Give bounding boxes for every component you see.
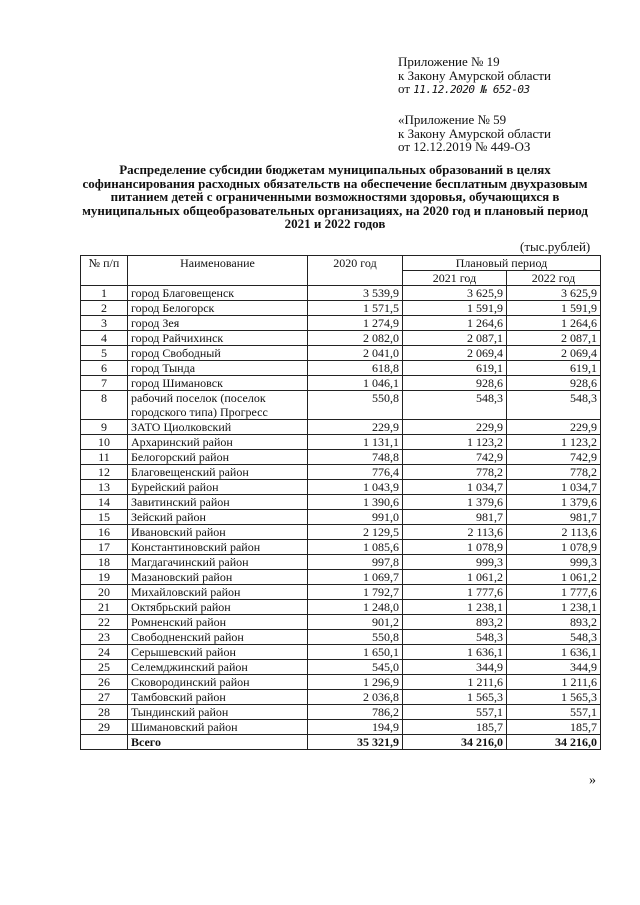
- document-title: Распределение субсидии бюджетам муниципальных образований в целях софинансирования расходных обязательств на обеспечение бесплатным двухразовым питанием детей с ограниченными возможностями здоровья, обучающихся в муниципальных общеобразовательных организациях, на 2020 год и плановый период 2021 и 2022 годов: [82, 162, 588, 232]
- municipality-name: Всего: [128, 735, 308, 750]
- table-row: [81, 391, 601, 420]
- value-2022: 1 264,6: [507, 316, 601, 331]
- value-2020: 991,0: [308, 510, 403, 525]
- row-number: 19: [81, 570, 128, 585]
- row-number: 26: [81, 675, 128, 690]
- value-2021: 1 565,3: [403, 690, 507, 705]
- row-number: 28: [81, 705, 128, 720]
- appendix-line: к Закону Амурской области: [398, 67, 551, 83]
- value-2022: 2 113,6: [507, 525, 601, 540]
- appendix-line: к Закону Амурской области: [398, 125, 551, 141]
- value-2022: 619,1: [507, 361, 601, 376]
- table-row: [81, 540, 601, 555]
- value-2022: 1 078,9: [507, 540, 601, 555]
- municipality-name: Сковородинский район: [128, 675, 308, 690]
- municipality-name: город Благовещенск: [128, 286, 308, 301]
- value-2022: 344,9: [507, 660, 601, 675]
- value-2021: 3 625,9: [403, 286, 507, 301]
- table-row: [81, 480, 601, 495]
- value-2020: 229,9: [308, 420, 403, 435]
- row-number: 4: [81, 331, 128, 346]
- table-row: [81, 615, 601, 630]
- row-number: 22: [81, 615, 128, 630]
- table-row: [81, 495, 601, 510]
- value-2021: 1 123,2: [403, 435, 507, 450]
- table-header-row: [81, 256, 601, 271]
- municipality-name: город Шимановск: [128, 376, 308, 391]
- value-2021: 778,2: [403, 465, 507, 480]
- row-number: 24: [81, 645, 128, 660]
- table-row: [81, 690, 601, 705]
- date-prefix: от: [398, 81, 414, 96]
- value-2021: 1 777,6: [403, 585, 507, 600]
- value-2021: 999,3: [403, 555, 507, 570]
- value-2020: 545,0: [308, 660, 403, 675]
- row-number: 20: [81, 585, 128, 600]
- appendix-line: от 12.12.2019 № 449-ОЗ: [398, 139, 531, 154]
- value-2020: 1 248,0: [308, 600, 403, 615]
- value-2022: 1 211,6: [507, 675, 601, 690]
- row-number: 23: [81, 630, 128, 645]
- value-2020: 1 650,1: [308, 645, 403, 660]
- value-2022: 185,7: [507, 720, 601, 735]
- municipality-name: Шимановский район: [128, 720, 308, 735]
- value-2022: 778,2: [507, 465, 601, 480]
- value-2022: 999,3: [507, 555, 601, 570]
- value-2021: 34 216,0: [403, 735, 507, 750]
- table-row: [81, 316, 601, 331]
- municipality-name: Ромненский район: [128, 615, 308, 630]
- value-2020: 1 296,9: [308, 675, 403, 690]
- row-number: 10: [81, 435, 128, 450]
- row-number: 18: [81, 555, 128, 570]
- appendix-header-2: [398, 113, 551, 154]
- total-row: [81, 735, 601, 750]
- municipality-name: Селемджинский район: [128, 660, 308, 675]
- value-2021: 1 034,7: [403, 480, 507, 495]
- municipality-name: рабочий поселок (поселок городского типа) Прогресс: [128, 391, 308, 420]
- municipality-name: город Зея: [128, 316, 308, 331]
- table-row: [81, 301, 601, 316]
- value-2020: 2 129,5: [308, 525, 403, 540]
- value-2020: 2 036,8: [308, 690, 403, 705]
- table-row: [81, 450, 601, 465]
- row-number: 14: [81, 495, 128, 510]
- value-2022: 1 034,7: [507, 480, 601, 495]
- row-number: 27: [81, 690, 128, 705]
- table-row: [81, 630, 601, 645]
- value-2020: 2 082,0: [308, 331, 403, 346]
- value-2020: 1 085,6: [308, 540, 403, 555]
- table-row: [81, 720, 601, 735]
- row-number: [81, 735, 128, 750]
- municipality-name: Константиновский район: [128, 540, 308, 555]
- value-2021: 1 238,1: [403, 600, 507, 615]
- value-2020: 2 041,0: [308, 346, 403, 361]
- value-2021: 185,7: [403, 720, 507, 735]
- municipality-name: Магдагачинский район: [128, 555, 308, 570]
- value-2020: 550,8: [308, 391, 403, 420]
- row-number: 7: [81, 376, 128, 391]
- row-number: 6: [81, 361, 128, 376]
- municipality-name: Тамбовский район: [128, 690, 308, 705]
- municipality-name: Свободненский район: [128, 630, 308, 645]
- value-2021: 1 061,2: [403, 570, 507, 585]
- value-2021: 2 087,1: [403, 331, 507, 346]
- value-2020: 1 131,1: [308, 435, 403, 450]
- municipality-name: Белогорский район: [128, 450, 308, 465]
- appendix-header-1: [398, 55, 551, 97]
- municipality-name: Тындинский район: [128, 705, 308, 720]
- value-2020: 618,8: [308, 361, 403, 376]
- value-2022: 1 591,9: [507, 301, 601, 316]
- value-2022: 2 087,1: [507, 331, 601, 346]
- table-row: [81, 346, 601, 361]
- municipality-name: Михайловский район: [128, 585, 308, 600]
- table-row: [81, 361, 601, 376]
- value-2021: 893,2: [403, 615, 507, 630]
- value-2022: 1 123,2: [507, 435, 601, 450]
- table-row: [81, 585, 601, 600]
- value-2020: 748,8: [308, 450, 403, 465]
- value-2021: 2 069,4: [403, 346, 507, 361]
- value-2020: 1 043,9: [308, 480, 403, 495]
- row-number: 8: [81, 391, 128, 420]
- value-2020: 3 539,9: [308, 286, 403, 301]
- value-2022: 981,7: [507, 510, 601, 525]
- value-2021: 1 636,1: [403, 645, 507, 660]
- value-2022: 229,9: [507, 420, 601, 435]
- value-2020: 786,2: [308, 705, 403, 720]
- row-number: 12: [81, 465, 128, 480]
- value-2021: 557,1: [403, 705, 507, 720]
- value-2020: 1 571,5: [308, 301, 403, 316]
- table-row: [81, 435, 601, 450]
- value-2021: 1 591,9: [403, 301, 507, 316]
- row-number: 16: [81, 525, 128, 540]
- value-2022: 1 238,1: [507, 600, 601, 615]
- table-row: [81, 675, 601, 690]
- value-2020: 1 069,7: [308, 570, 403, 585]
- value-2022: 1 379,6: [507, 495, 601, 510]
- value-2021: 344,9: [403, 660, 507, 675]
- table-row: [81, 645, 601, 660]
- municipality-name: Бурейский район: [128, 480, 308, 495]
- municipality-name: Завитинский район: [128, 495, 308, 510]
- value-2022: 2 069,4: [507, 346, 601, 361]
- table-row: [81, 525, 601, 540]
- row-number: 25: [81, 660, 128, 675]
- municipality-name: Мазановский район: [128, 570, 308, 585]
- value-2021: 548,3: [403, 391, 507, 420]
- closing-quote: »: [589, 773, 596, 788]
- value-2022: 548,3: [507, 630, 601, 645]
- appendix-line: Приложение № 19: [398, 54, 500, 69]
- appendix-date-line: [398, 82, 551, 97]
- value-2022: 742,9: [507, 450, 601, 465]
- value-2020: 1 274,9: [308, 316, 403, 331]
- row-number: 29: [81, 720, 128, 735]
- row-number: 5: [81, 346, 128, 361]
- row-number: 9: [81, 420, 128, 435]
- municipality-name: Серышевский район: [128, 645, 308, 660]
- value-2020: 1 390,6: [308, 495, 403, 510]
- header-2021: 2021 год: [403, 271, 507, 286]
- table-row: [81, 331, 601, 346]
- municipality-name: ЗАТО Циолковский: [128, 420, 308, 435]
- value-2021: 229,9: [403, 420, 507, 435]
- value-2022: 34 216,0: [507, 735, 601, 750]
- appendix-line: «Приложение № 59: [398, 112, 507, 127]
- value-2021: 1 211,6: [403, 675, 507, 690]
- value-2022: 1 061,2: [507, 570, 601, 585]
- table-row: [81, 420, 601, 435]
- value-2022: 557,1: [507, 705, 601, 720]
- municipality-name: город Белогорск: [128, 301, 308, 316]
- row-number: 3: [81, 316, 128, 331]
- subsidy-table: [80, 255, 601, 750]
- table-row: [81, 600, 601, 615]
- value-2020: 194,9: [308, 720, 403, 735]
- unit-label: (тыс.рублей): [520, 239, 591, 254]
- value-2020: 1 792,7: [308, 585, 403, 600]
- municipality-name: город Свободный: [128, 346, 308, 361]
- table-row: [81, 376, 601, 391]
- value-2020: 1 046,1: [308, 376, 403, 391]
- table-row: [81, 660, 601, 675]
- value-2020: 901,2: [308, 615, 403, 630]
- value-2021: 742,9: [403, 450, 507, 465]
- row-number: 11: [81, 450, 128, 465]
- table-row: [81, 555, 601, 570]
- municipality-name: Благовещенский район: [128, 465, 308, 480]
- value-2021: 981,7: [403, 510, 507, 525]
- value-2020: 35 321,9: [308, 735, 403, 750]
- header-planned: Плановый период: [403, 256, 601, 271]
- header-num: № п/п: [81, 256, 128, 286]
- header-name: Наименование: [128, 256, 308, 286]
- value-2022: 893,2: [507, 615, 601, 630]
- handwritten-date-number: 11.12.2020 № 652-03: [413, 83, 530, 96]
- municipality-name: Ивановский район: [128, 525, 308, 540]
- row-number: 13: [81, 480, 128, 495]
- table-row: [81, 705, 601, 720]
- municipality-name: Архаринский район: [128, 435, 308, 450]
- value-2020: 997,8: [308, 555, 403, 570]
- value-2022: 1 777,6: [507, 585, 601, 600]
- value-2020: 550,8: [308, 630, 403, 645]
- table-row: [81, 510, 601, 525]
- municipality-name: Октябрьский район: [128, 600, 308, 615]
- header-2020: 2020 год: [308, 256, 403, 286]
- value-2022: 548,3: [507, 391, 601, 420]
- value-2022: 3 625,9: [507, 286, 601, 301]
- municipality-name: город Райчихинск: [128, 331, 308, 346]
- row-number: 2: [81, 301, 128, 316]
- row-number: 21: [81, 600, 128, 615]
- value-2022: 1 565,3: [507, 690, 601, 705]
- value-2021: 2 113,6: [403, 525, 507, 540]
- value-2021: 1 379,6: [403, 495, 507, 510]
- municipality-name: Зейский район: [128, 510, 308, 525]
- value-2021: 548,3: [403, 630, 507, 645]
- value-2020: 776,4: [308, 465, 403, 480]
- value-2022: 928,6: [507, 376, 601, 391]
- header-2022: 2022 год: [507, 271, 601, 286]
- value-2021: 619,1: [403, 361, 507, 376]
- row-number: 1: [81, 286, 128, 301]
- value-2021: 1 078,9: [403, 540, 507, 555]
- table-row: [81, 570, 601, 585]
- table-row: [81, 465, 601, 480]
- table-row: [81, 286, 601, 301]
- municipality-name: город Тында: [128, 361, 308, 376]
- row-number: 17: [81, 540, 128, 555]
- value-2021: 1 264,6: [403, 316, 507, 331]
- value-2021: 928,6: [403, 376, 507, 391]
- value-2022: 1 636,1: [507, 645, 601, 660]
- row-number: 15: [81, 510, 128, 525]
